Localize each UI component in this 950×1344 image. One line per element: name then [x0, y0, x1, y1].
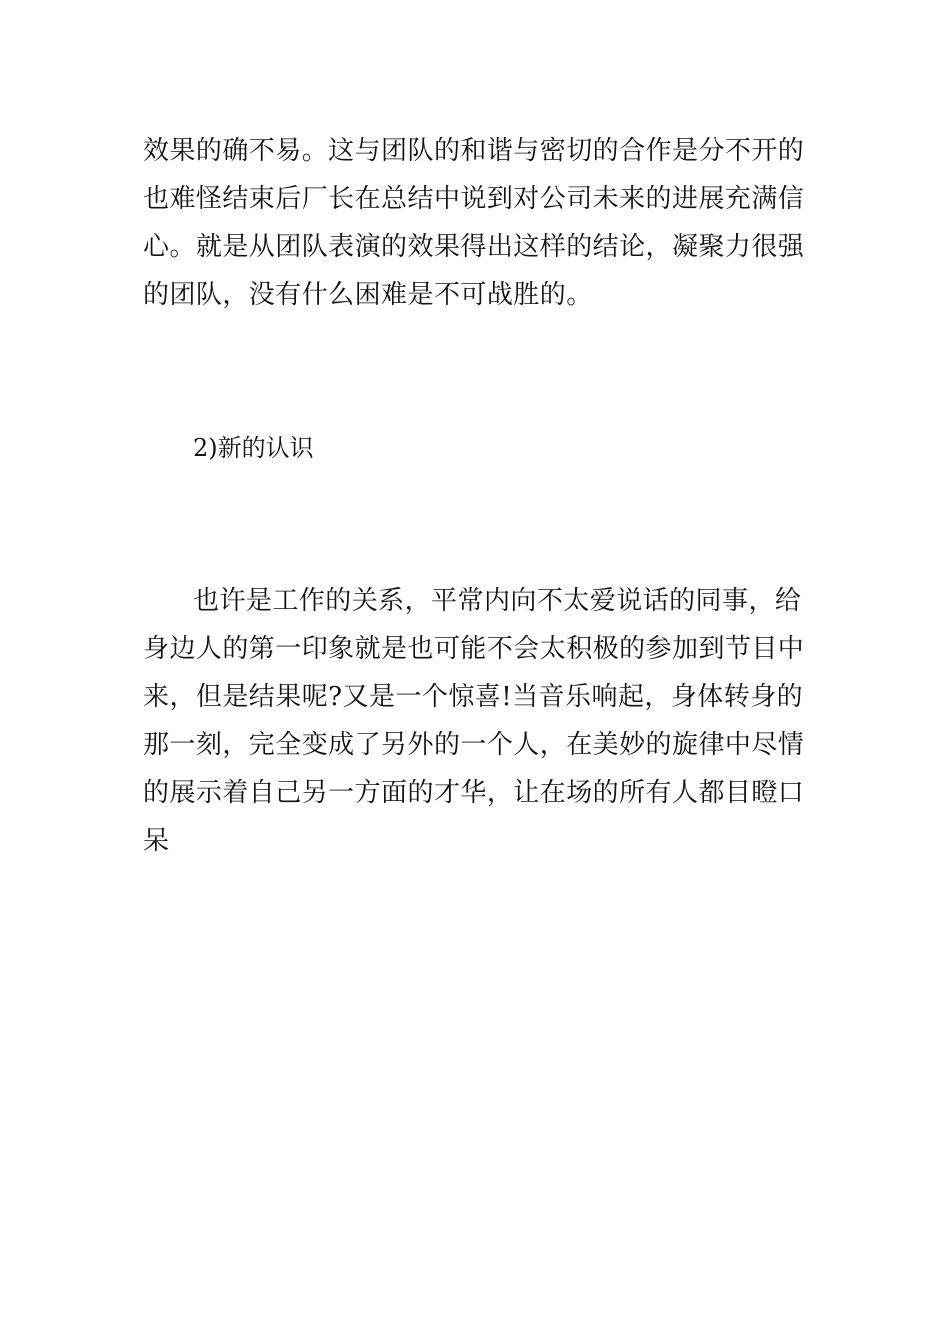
section-heading: 2)新的认识	[193, 434, 314, 462]
paragraph-line: 心。就是从团队表演的效果得出这样的结论，凝聚力很强	[143, 232, 805, 262]
paragraph-line: 呆	[143, 826, 170, 856]
paragraph-line: 效果的确不易。这与团队的和谐与密切的合作是分不开的	[143, 136, 805, 166]
paragraph-line: 身边人的第一印象就是也可能不会太积极的参加到节目中	[143, 634, 805, 664]
paragraph-line: 的团队，没有什么困难是不可战胜的。	[143, 280, 593, 310]
paragraph-line: 的展示着自己另一方面的才华，让在场的所有人都目瞪口	[143, 778, 805, 808]
paragraph-line: 也许是工作的关系，平常内向不太爱说话的同事，给	[193, 586, 802, 616]
paragraph-line: 也难怪结束后厂长在总结中说到对公司未来的进展充满信	[143, 184, 805, 214]
paragraph-line: 来，但是结果呢?又是一个惊喜!当音乐响起，身体转身的	[143, 682, 804, 712]
paragraph-line: 那一刻，完全变成了另外的一个人，在美妙的旋律中尽情	[143, 730, 805, 760]
